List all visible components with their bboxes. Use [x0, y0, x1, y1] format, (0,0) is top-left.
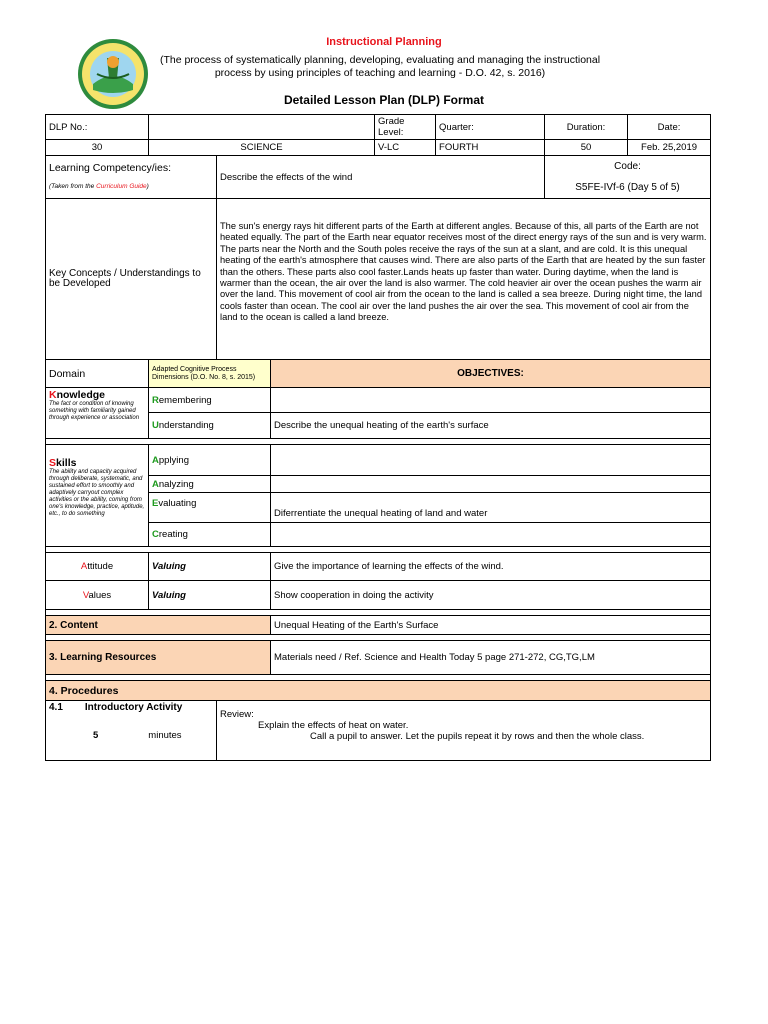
attitude-objective: Give the importance of learning the effects of the wind.	[271, 553, 711, 581]
creating-objective	[271, 523, 711, 547]
skills-cell	[46, 445, 149, 547]
domain-row	[46, 360, 711, 388]
domain-label: Domain	[46, 360, 149, 388]
skills-first: S	[49, 457, 57, 469]
values-label	[46, 581, 149, 610]
attitude-level: Valuing	[149, 553, 271, 581]
understanding-rest: nderstanding	[158, 420, 214, 431]
resources-row	[46, 641, 711, 675]
resources-text: Materials need / Ref. Science and Health Today 5 page 271-272, CG,TG,LM	[271, 641, 711, 675]
competency-row	[46, 156, 711, 199]
review-line-1: Explain the effects of heat on water.	[258, 720, 409, 731]
values-objective: Show cooperation in doing the activity	[271, 581, 711, 610]
values-level: Valuing	[149, 581, 271, 610]
skills-title	[49, 457, 145, 469]
attitude-rest: ttitude	[87, 561, 114, 572]
concepts-row	[46, 199, 711, 360]
understanding-objective: Describe the unequal heating of the earth's surface	[271, 413, 711, 439]
creating-label	[149, 523, 271, 547]
knowledge-first: K	[49, 389, 57, 401]
applying-label	[149, 445, 271, 476]
dlp-table	[45, 114, 711, 761]
header-title: Instructional Planning	[326, 36, 442, 48]
resources-label: 3. Learning Resources	[46, 641, 271, 675]
procedures-row	[46, 681, 711, 701]
code-cell	[545, 156, 711, 199]
analyzing-label	[149, 476, 271, 493]
creating-first: C	[152, 529, 159, 540]
remembering-objective	[271, 388, 711, 413]
intro-activity-title	[49, 702, 213, 713]
date-value: Feb. 25,2019	[628, 140, 711, 156]
creating-rest: reating	[158, 529, 188, 540]
note-link: Curriculum Guide	[96, 183, 147, 190]
minutes-label: minutes	[148, 730, 182, 741]
concepts-label: Key Concepts / Understandings to be Developed	[46, 199, 217, 360]
evaluating-label	[149, 493, 271, 523]
knowledge-desc: The fact or condition of knowing something with familiarity gained through experience or association	[49, 401, 140, 421]
info-header-row	[46, 115, 711, 140]
knowledge-cell	[46, 388, 149, 439]
content-row	[46, 616, 711, 635]
dlp-no-header: DLP No.:	[46, 115, 149, 140]
values-row	[46, 581, 711, 610]
code-value: S5FE-IVf-6 (Day 5 of 5)	[575, 182, 680, 193]
intro-minutes	[49, 730, 213, 741]
intro-review-cell	[217, 701, 711, 761]
understanding-label	[149, 413, 271, 439]
quarter-header: Quarter:	[436, 115, 545, 140]
understanding-first: U	[152, 420, 159, 431]
objectives-header: OBJECTIVES:	[271, 360, 711, 388]
review-label: Review:	[220, 709, 254, 720]
applying-row	[46, 445, 711, 476]
applying-first: A	[152, 454, 159, 466]
subject-header-blank	[149, 115, 375, 140]
evaluating-first: E	[152, 498, 159, 509]
intro-num: 4.1	[49, 702, 63, 713]
cognitive-dimensions-label: Adapted Cognitive Process Dimensions (D.O. No. 8, s. 2015)	[149, 360, 271, 388]
values-first: V	[82, 589, 89, 601]
knowledge-title	[49, 389, 145, 401]
note-suffix: )	[146, 183, 149, 190]
info-value-row	[46, 140, 711, 156]
date-header: Date:	[628, 115, 711, 140]
intro-label: Introductory Activity	[84, 702, 183, 713]
quarter-value: FOURTH	[436, 140, 545, 156]
skills-rest: kills	[56, 457, 77, 469]
grade-level-header: Grade Level:	[375, 115, 436, 140]
remembering-row	[46, 388, 711, 413]
review-line-2: Call a pupil to answer. Let the pupils repeat it by rows and then the whole class.	[310, 731, 645, 742]
procedures-label: 4. Procedures	[46, 681, 711, 701]
analyzing-first: A	[152, 478, 159, 490]
intro-activity-cell	[46, 701, 217, 761]
competency-label-cell	[46, 156, 217, 199]
concepts-text: The sun's energy rays hit different parts of the Earth at different angles. Because of this, all parts of the Earth are not heated equally. The part of the Earth near equator receives most of the direct energy rays of the sun and is very warm. The parts near the North and the South poles receive the rays of the sun at a slant, and are cold. It is this unequal heating of the earth's atmosphere that causes wind. There are also parts of the Earth that are heated by the sun faster than the others. These parts also cool faster.Lands heats up faster than water. During daytime, when the land is warmer than the ocean, the air over the land is also warmer. The cold heavier air over the ocean pushes the warm air over the land. This movement of cool air from the ocean to the land is called a sea breeze. During night time, the land cools faster than ocean. The cool air over the land pushes the air over the sea. This movement of cool air from the land to the ocean is called a land breeze.	[217, 199, 711, 360]
remembering-first: R	[152, 394, 159, 406]
content-text: Unequal Heating of the Earth's Surface	[271, 616, 711, 635]
analyzing-objective	[271, 476, 711, 493]
attitude-label	[46, 553, 149, 581]
competency-label: Learning Competency/ies:	[49, 162, 171, 174]
dlp-no-value: 30	[46, 140, 149, 156]
intro-activity-row	[46, 701, 711, 761]
evaluating-objective: Diferrentiate the unequal heating of land and water	[271, 493, 711, 523]
grade-level-value: V-LC	[375, 140, 436, 156]
analyzing-rest: nalyzing	[158, 478, 194, 490]
attitude-row	[46, 553, 711, 581]
remembering-label	[149, 388, 271, 413]
content-label: 2. Content	[46, 616, 271, 635]
curriculum-guide-note	[49, 183, 213, 190]
minutes-value: 5	[93, 730, 99, 741]
duration-value: 50	[545, 140, 628, 156]
duration-header: Duration:	[545, 115, 628, 140]
header-subtitle: (The process of systematically planning, developing, evaluating and managing the instructional process by using principles of teaching and learning - D.O. 42, s. 2016)	[159, 54, 601, 79]
values-rest: alues	[88, 589, 112, 601]
dlp-format-title: Detailed Lesson Plan (DLP) Format	[283, 93, 485, 107]
applying-objective	[271, 445, 711, 476]
competency-text: Describe the effects of the wind	[217, 156, 545, 199]
attitude-first: A	[80, 561, 88, 572]
knowledge-rest: nowledge	[56, 389, 106, 401]
code-label: Code:	[614, 161, 641, 172]
evaluating-rest: valuating	[158, 498, 197, 509]
skills-desc: The ability and capacity acquired through deliberate, systematic, and sustained effort to smoothly and adaptively carryout complex activities or the ability, coming from one's knowledge, practice, aptitude, etc., to do something	[49, 469, 145, 517]
note-prefix: (Taken from the	[49, 183, 97, 190]
remembering-rest: emembering	[158, 394, 212, 406]
subject-value: SCIENCE	[149, 140, 375, 156]
applying-rest: pplying	[158, 454, 189, 466]
